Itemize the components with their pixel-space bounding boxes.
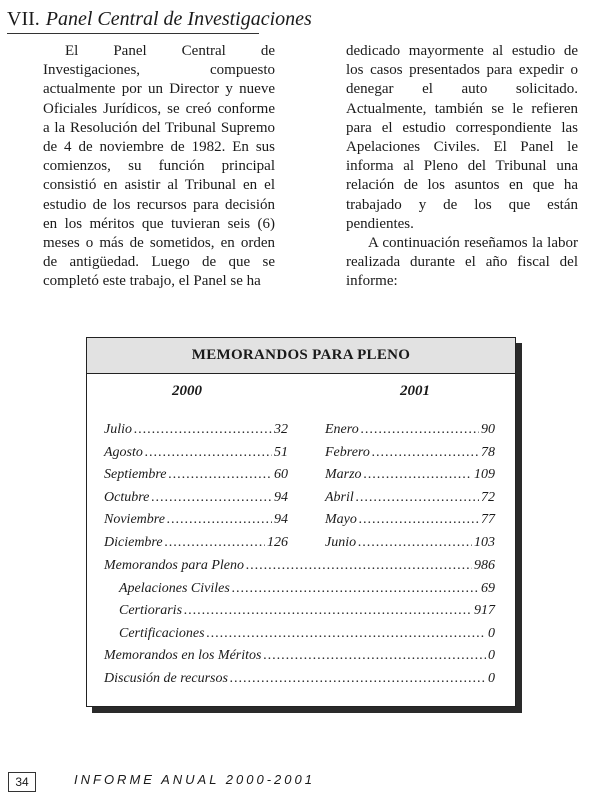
dot-leader [358,535,472,551]
row-label: Memorandos en los Méritos [104,648,262,664]
paragraph: A continuación reseñamos la labor realizada durante el año fiscal del informe: [346,235,578,290]
row-label: Noviembre [104,512,165,528]
dot-leader [230,671,486,687]
dot-leader [232,581,479,597]
row-value: 0 [488,625,495,641]
dot-leader [151,490,272,506]
row-label: Certificaciones [119,625,205,641]
month-row-2000 [104,512,288,532]
row-value: 77 [481,512,495,528]
summary-row [104,648,495,668]
row-value: 126 [267,535,288,550]
section-title: Panel Central de Investigaciones [45,8,312,30]
summary-row [119,626,495,646]
row-label: Septiembre [104,467,167,483]
row-label: Apelaciones Civiles [119,580,230,596]
year-2000-header: 2000 [172,383,202,399]
paragraph: dedicado mayormente al estudio de los casos presentados para expedir o denegar el auto solicitado. Actualmente, también se le refieren para el estudio correspondiente las Apelaciones Civiles. El Panel le informa al Pleno del Tribunal una relación de los asuntos en que ha trabajado y de los que están pendientes. [346,43,578,232]
month-row-2001 [325,467,495,487]
month-row-2000 [104,422,288,442]
row-value: 32 [274,422,288,437]
dot-leader [165,535,265,551]
row-value: 90 [481,422,495,437]
row-label: Abril [325,489,354,505]
table-title: MEMORANDOS PARA PLENO [87,338,515,374]
row-value: 69 [481,580,495,596]
month-row-2001 [325,512,495,532]
dot-leader [361,422,479,438]
month-row-2001 [325,490,495,510]
dot-leader [207,626,486,642]
row-label: Memorandos para Pleno [104,558,244,573]
month-row-2000 [104,467,288,487]
row-value: 60 [274,467,288,483]
row-label: Certioraris [119,603,183,619]
row-label: Marzo [325,467,362,483]
dot-leader [246,558,472,574]
page-number: 34 [8,772,36,792]
row-label: Discusión de recursos [104,671,228,686]
row-label: Mayo [325,512,357,528]
dot-leader [134,422,272,438]
row-label: Agosto [104,444,143,460]
right-column [346,42,578,292]
month-row-2000 [104,490,288,510]
row-value: 51 [274,444,288,460]
month-row-2000 [104,445,288,465]
month-row-2001 [325,445,495,465]
dot-leader [184,603,472,619]
row-value: 986 [474,558,495,573]
memorandos-table [86,337,516,707]
row-label: Octubre [104,489,150,505]
row-value: 94 [274,489,288,505]
month-row-2000 [104,535,288,555]
month-row-2001 [325,535,495,555]
summary-row [104,558,495,578]
row-value: 103 [474,535,495,550]
year-2001-header: 2001 [400,383,430,399]
dot-leader [167,512,272,528]
summary-row [119,581,495,601]
month-row-2001 [325,422,495,442]
row-label: Diciembre [104,535,163,550]
row-label: Julio [104,422,132,437]
dot-leader [372,445,479,461]
row-label: Febrero [325,444,370,460]
publication-title: INFORME ANUAL 2000-2001 [74,772,315,787]
dot-leader [364,467,472,483]
summary-row [119,603,495,623]
section-heading [7,8,312,31]
row-value: 917 [474,603,495,619]
row-label: Enero [325,422,359,437]
row-value: 78 [481,444,495,460]
dot-leader [359,512,479,528]
dot-leader [168,467,272,483]
paragraph: El Panel Central de Investigaciones, compuesto actualmente por un Director y nueve Oficiales Jurídicos, se creó conforme a la Resolución del Tribunal Supremo de 4 de noviembre de 1982. En sus comienzos, su función principal consistió en asistir al Tribunal en el estudio de los recursos para decisión en los méritos que tuvieran seis (6) meses o más de sometidos, en orden de antigüedad. Luego de que se completó este trabajo, el Panel se ha [43,43,275,290]
row-value: 72 [481,489,495,505]
left-column [43,42,275,292]
row-value: 0 [488,671,495,686]
section-number: VII. [7,8,40,30]
dot-leader [145,445,272,461]
dot-leader [356,490,479,506]
row-value: 109 [474,467,495,483]
summary-row [104,671,495,691]
heading-rule [7,33,259,34]
dot-leader [264,648,487,664]
row-label: Junio [325,535,357,550]
row-value: 0 [488,648,495,664]
row-value: 94 [274,512,288,528]
